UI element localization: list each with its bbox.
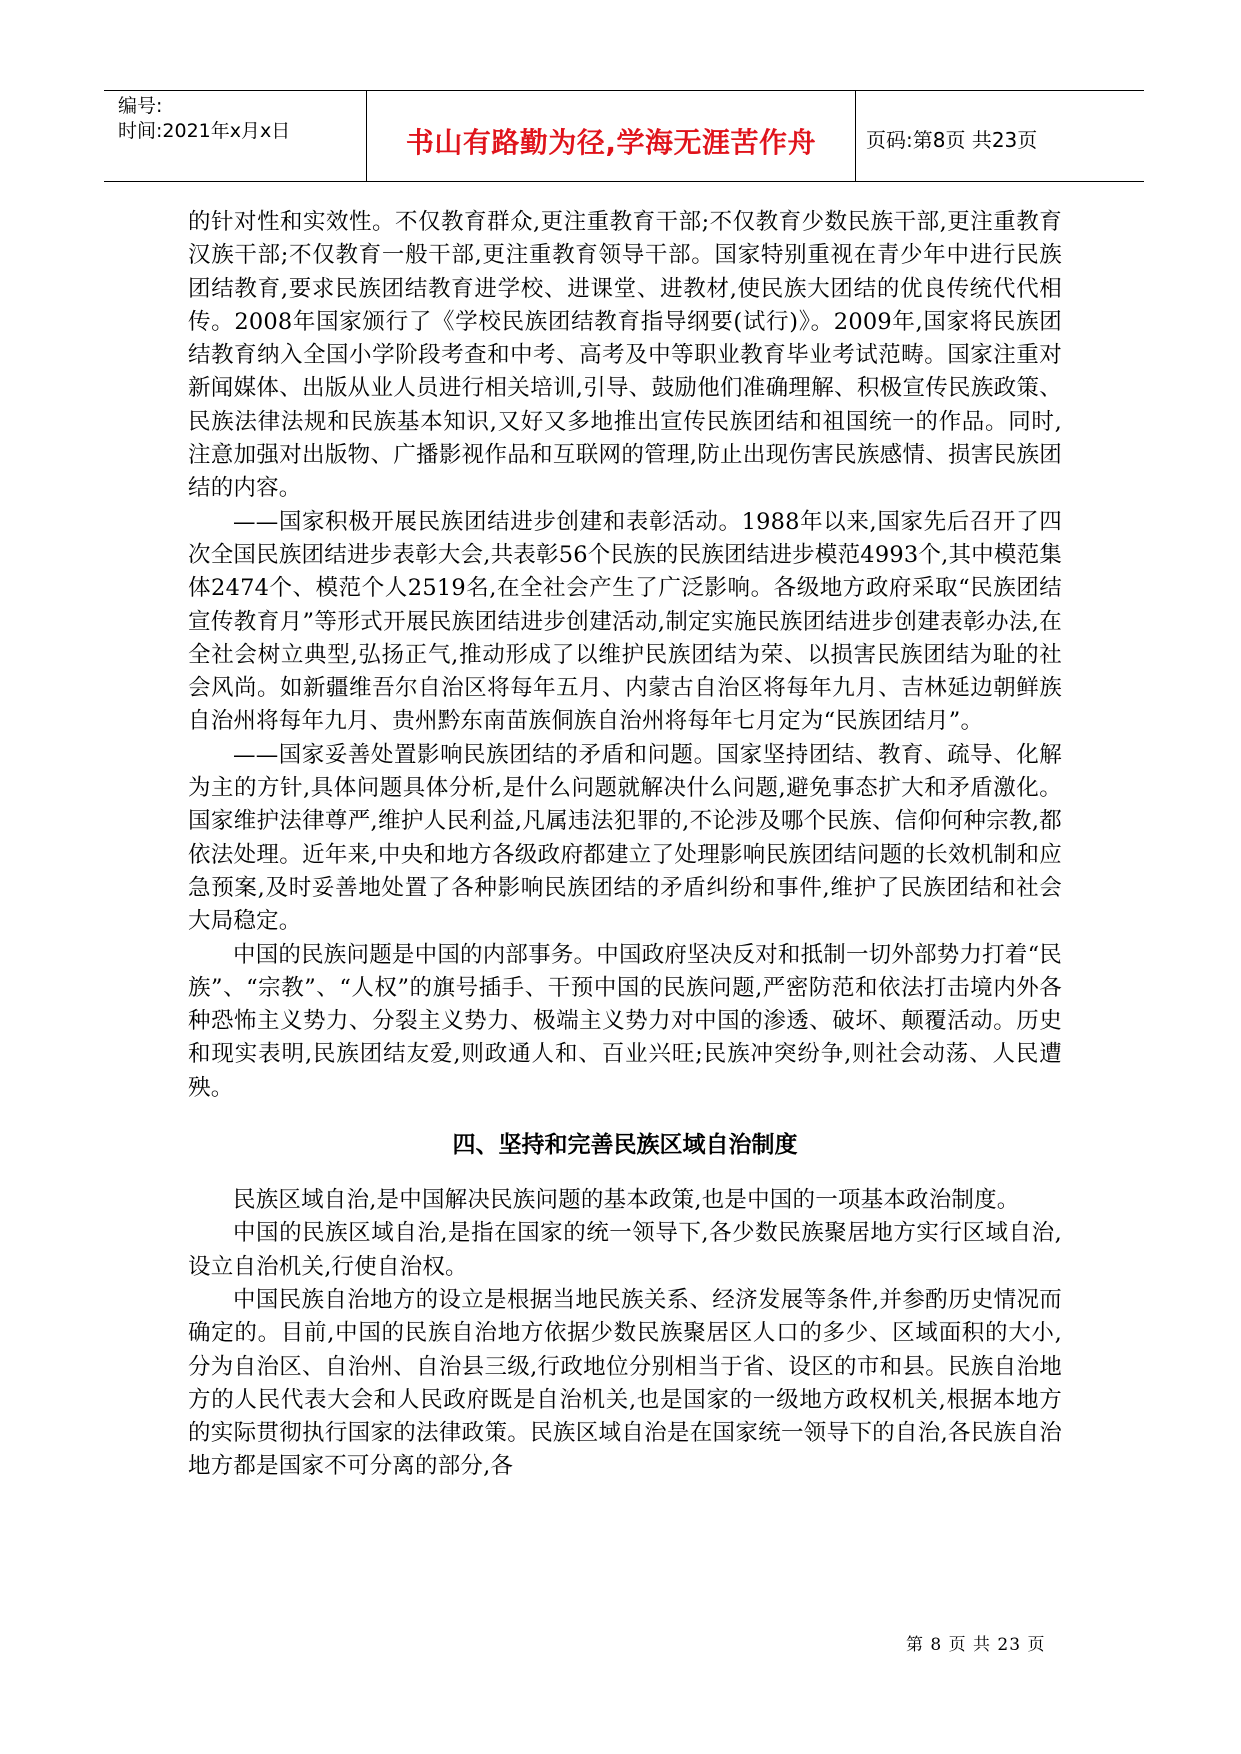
paragraph-autonomy-definition: 中国的民族区域自治,是指在国家的统一领导下,各少数民族聚居地方实行区域自治,设立自治机关,行使自治权。 xyxy=(188,1220,1062,1280)
paragraph-commendation: ——国家积极开展民族团结进步创建和表彰活动。1988年以来,国家先后召开了四次全国民族团结进步表彰大会,共表彰56个民族的民族团结进步模范4993个,其中模范集体2474个、模范个人2519名,在全社会产生了广泛影响。各级地方政府采取“民族团结宣传教育月”等形式开展民族团结进步创建活动,制定实施民族团结进步创建表彰办法,在全社会树立典型,弘扬正气,推动形成了以维护民族团结为荣、以损害民族团结为耻的社会风尚。如新疆维吾尔自治区将每年五月、内蒙古自治区将每年九月、吉林延边朝鲜族自治州将每年九月、贵州黔东南苗族侗族自治州将每年七月定为“民族团结月”。 xyxy=(188,508,1062,735)
header-motto-cell xyxy=(366,91,856,181)
paragraph-conflict-handling: ——国家妥善处置影响民族团结的矛盾和问题。国家坚持团结、教育、疏导、化解为主的方针,具体问题具体分析,是什么问题就解决什么问题,避免事态扩大和矛盾激化。国家维护法律尊严,维护人民利益,凡属违法犯罪的,不论涉及哪个民族、信仰何种宗教,都依法处理。近年来,中央和地方各级政府都建立了处理影响民族团结问题的长效机制和应急预案,及时妥善地处置了各种影响民族团结的矛盾纠纷和事件,维护了民族团结和社会大局稳定。 xyxy=(188,741,1062,935)
section-heading: 四、坚持和完善民族区域自治制度 xyxy=(452,1132,798,1159)
document-time-label: 时间:2021年x月x日 xyxy=(118,120,291,142)
paragraph-internal-affairs: 中国的民族问题是中国的内部事务。中国政府坚决反对和抵制一切外部势力打着“民族”、“宗教”、“人权”的旗号插手、干预中国的民族问题,严密防范和依法打击境内外各种恐怖主义势力、分裂主义势力、极端主义势力对中国的渗透、破坏、颠覆活动。历史和现实表明,民族团结友爱,则政通人和、百业兴旺;民族冲突纷争,则社会动荡、人民遭殃。 xyxy=(188,941,1062,1101)
header-meta-cell xyxy=(104,91,366,181)
document-number-label: 编号: xyxy=(118,95,163,117)
page-footer: 第 8 页 共 23 页 xyxy=(906,1635,1046,1655)
document-body xyxy=(188,206,1062,1484)
header-page-number: 页码:第8页 共23页 xyxy=(866,128,1038,152)
header-page-cell xyxy=(854,91,1144,181)
paragraph-autonomy-establishment: 中国民族自治地方的设立是根据当地民族关系、经济发展等条件,并参酌历史情况而确定的。目前,中国的民族自治地方依据少数民族聚居区人口的多少、区域面积的大小,分为自治区、自治州、自治县三级,行政地位分别相当于省、设区的市和县。民族自治地方的人民代表大会和人民政府既是自治机关,也是国家的一级地方政权机关,根据本地方的实际贯彻执行国家的法律政策。民族区域自治是在国家统一领导下的自治,各民族自治地方都是国家不可分离的部分,各 xyxy=(188,1286,1062,1480)
paragraph-autonomy-intro: 民族区域自治,是中国解决民族问题的基本政策,也是中国的一项基本政治制度。 xyxy=(233,1187,1020,1214)
paragraph-continuation: 的针对性和实效性。不仅教育群众,更注重教育干部;不仅教育少数民族干部,更注重教育汉族干部;不仅教育一般干部,更注重教育领导干部。国家特别重视在青少年中进行民族团结教育,要求民族团结教育进学校、进课堂、进教材,使民族大团结的优良传统代代相传。2008年国家颁行了《学校民族团结教育指导纲要(试行)》。2009年,国家将民族团结教育纳入全国小学阶段考查和中考、高考及中等职业教育毕业考试范畴。国家注重对新闻媒体、出版从业人员进行相关培训,引导、鼓励他们准确理解、积极宣传民族政策、民族法律法规和民族基本知识,又好又多地推出宣传民族团结和祖国统一的作品。同时,注意加强对出版物、广播影视作品和互联网的管理,防止出现伤害民族感情、损害民族团结的内容。 xyxy=(188,209,1062,502)
header-motto: 书山有路勤为径,学海无涯苦作舟 xyxy=(405,126,817,159)
page-header xyxy=(104,90,1144,182)
